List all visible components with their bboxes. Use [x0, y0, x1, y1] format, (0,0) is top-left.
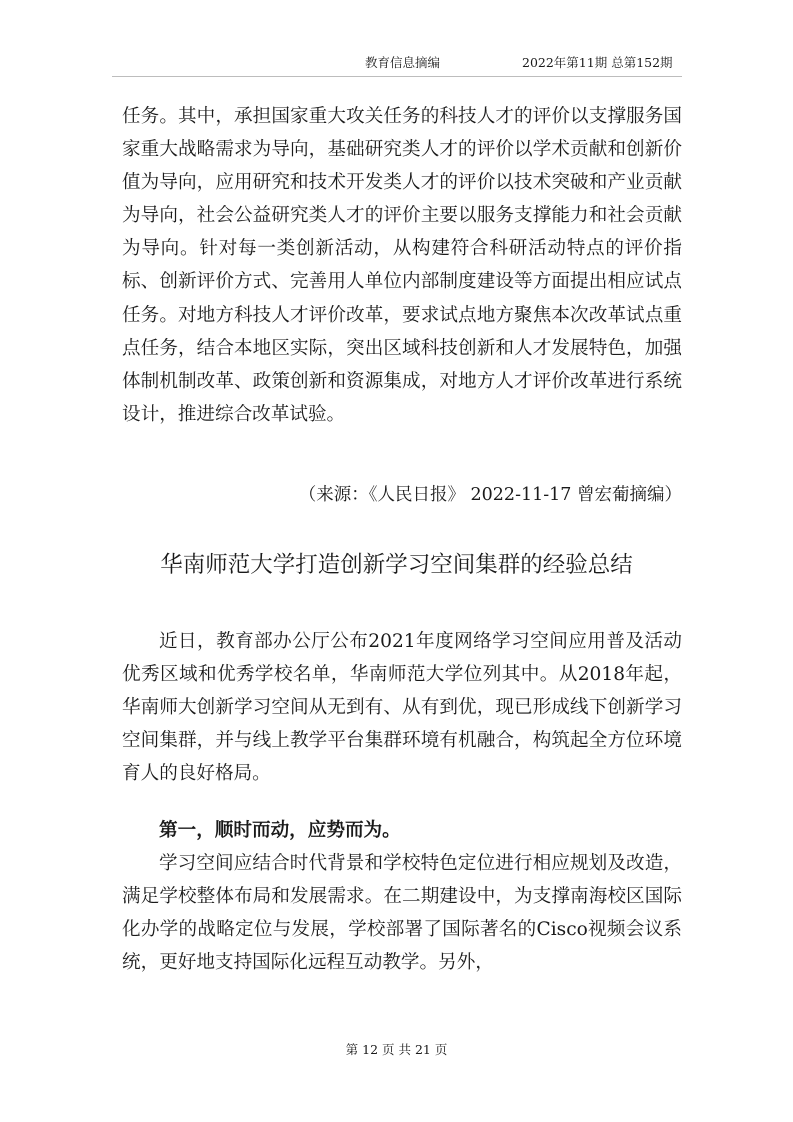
page-header [0, 52, 793, 74]
page-footer: 第 12 页 共 21 页 [345, 1042, 448, 1057]
section1-body: 学习空间应结合时代背景和学校特色定位进行相应规划及改造，满足学校整体布局和发展需求。在二期建设中，为支撑南海校区国际化办学的战略定位与发展，学校部署了国际著名的Cisco视频会议系统，更好地支持国际化远程互动教学。另外， [122, 853, 682, 974]
section1-heading: 第一，顺时而动，应势而为。 [159, 820, 401, 841]
header-divider [112, 76, 682, 77]
article2-intro: 近日，教育部办公厅公布2021年度网络学习空间应用普及活动优秀区域和优秀学校名单，华南师范大学位列其中。从2018年起，华南师大创新学习空间从无到有、从有到优，现已形成线下创新学习空间集群，并与线上教学平台集群环境有机融合，构筑起全方位环境育人的良好格局。 [122, 631, 682, 785]
issue-number: 2022年第11期 总第152期 [522, 55, 673, 70]
publication-name: 教育信息摘编 [365, 55, 441, 70]
article1-source: （来源：《人民日报》 2022-11-17 曾宏葡摘编） [298, 485, 682, 505]
article1-body: 任务。其中，承担国家重大攻关任务的科技人才的评价以支撑服务国家重大战略需求为导向，基础研究类人才的评价以学术贡献和创新价值为导向，应用研究和技术开发类人才的评价以技术突破和产业贡献为导向，社会公益研究类人才的评价主要以服务支撑能力和社会贡献为导向。针对每一类创新活动，从构建符合科研活动特点的评价指标、创新评价方式、完善用人单位内部制度建设等方面提出相应试点任务。对地方科技人才评价改革，要求试点地方聚焦本次改革试点重点任务，结合本地区实际，突出区域科技创新和人才发展特色，加强体制机制改革、政策创新和资源集成，对地方人才评价改革进行系统设计，推进综合改革试验。 [122, 106, 682, 425]
article2-title: 华南师范大学打造创新学习空间集群的经验总结 [160, 552, 633, 578]
